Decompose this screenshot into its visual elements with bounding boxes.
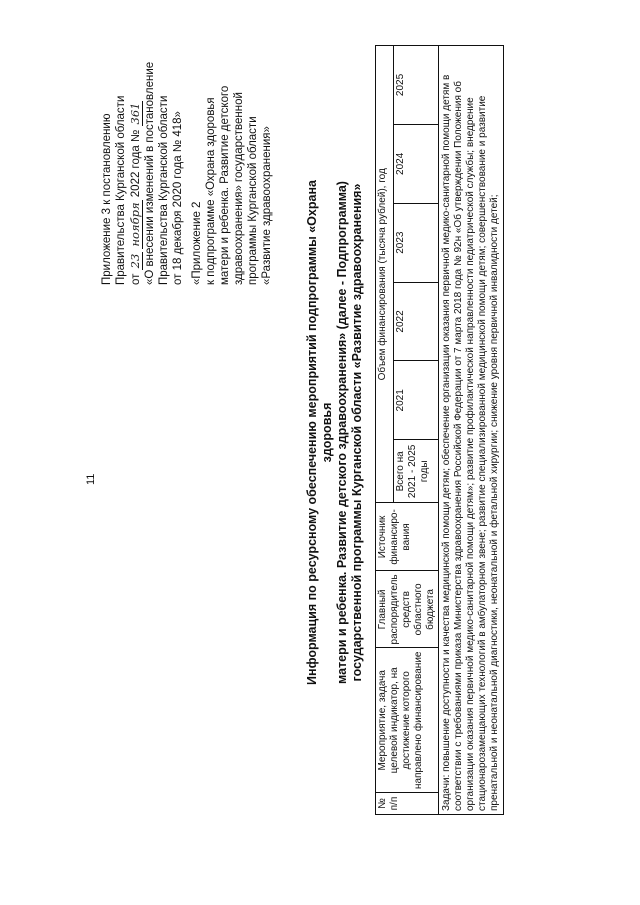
header-source: Источник финансиро-вания: [376, 503, 439, 571]
header-manager: Главный распорядитель средств областного бюджета: [376, 571, 439, 648]
header-year: 2024: [393, 124, 439, 203]
header-year: 2021: [393, 361, 439, 440]
header-event: Мероприятие, задача целевой индикатор, на достижение которого направлено финансирование: [376, 648, 439, 793]
date-year: 2022 года №: [130, 129, 142, 198]
page-number: 11: [85, 473, 97, 485]
header-volume: Объем финансирования (тысяча рублей), год: [376, 46, 394, 504]
tasks-text: Задачи: повышение доступности и качества медицинской помощи детям; обеспечение организации оказания первичной медико-санитарной помощи детям в соответствии с требованиями приказа Министерства здравоохранения Российской Федерации от 7 марта 2018 года № 92н «Об утверждении Положения об организации оказания первичной медико-санитарной помощи детям»; развитие профилактической направленности педиатрической службы; внедрение стационарозамещающих технологий в амбулаторном звене; развитие специализированной медицинской помощи детям; совершенствование и развитие пренатальной и неонатальной диагностики, неонатальной и фетальной хирургии; снижение уровня первичной инвалидности детей;: [439, 46, 504, 815]
title-line1: Информация по ресурсному обеспечению мероприятий подпрограммы «Охрана здоровья: [305, 180, 334, 685]
header-num: № п/п: [376, 793, 439, 815]
document-title: [305, 160, 365, 705]
header-year: 2023: [393, 203, 439, 282]
appendix-3-header: [100, 55, 185, 285]
table-header-row-1: [376, 46, 394, 815]
header-year: 2022: [393, 282, 439, 361]
appendix-2-line5: программы Курганской области: [247, 116, 259, 285]
appendix-2-line3: матери и ребенка. Развитие детского: [219, 85, 231, 285]
financing-table: [375, 45, 504, 815]
appendix-2-line2: к подпрограмме «Охрана здоровья: [205, 97, 217, 285]
date-from-prefix: от: [130, 273, 142, 285]
appendix-3-line5: Правительства Курганской области: [158, 95, 170, 285]
appendix-3-line4: «О внесении изменений в постановление: [144, 61, 156, 285]
header-year: 2025: [393, 46, 439, 125]
appendix-3-line2: Правительства Курганской области: [115, 95, 127, 285]
appendix-3-date-line: [128, 55, 143, 285]
title-line3: государственной программы Курганской области «Развитие здравоохранения»: [350, 183, 364, 682]
header-total: Всего на 2021 - 2025 годы: [393, 440, 439, 503]
table-row-tasks: [439, 46, 504, 815]
handwritten-month: ноября: [128, 202, 142, 247]
handwritten-day: 23: [128, 253, 142, 269]
title-line2: матери и ребенка. Развитие детского здравоохранения» (далее - Подпрограмма): [335, 181, 349, 684]
handwritten-number: 361: [128, 102, 142, 125]
appendix-2-header: [190, 55, 274, 285]
appendix-2-line6: «Развитие здравоохранения»: [261, 126, 273, 285]
appendix-3-line6: от 18 декабря 2020 года № 418»: [172, 111, 184, 285]
appendix-3-line1: Приложение 3 к постановлению: [101, 113, 113, 285]
appendix-2-line4: здравоохранения» государственной: [233, 92, 245, 285]
appendix-2-line1: «Приложение 2: [191, 201, 203, 285]
